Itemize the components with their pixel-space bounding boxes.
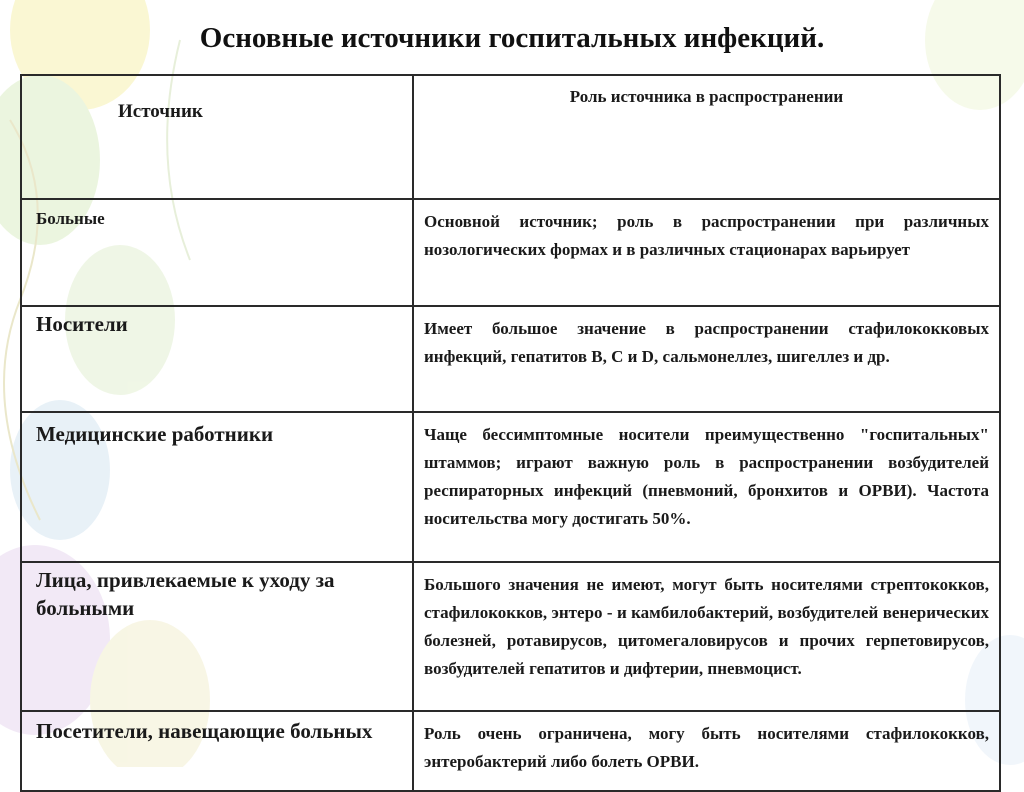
source-cell: Медицинские работники — [21, 412, 413, 562]
role-cell: Основной источник; роль в распространении при различных нозологических формах и в различных стационарах варьирует — [413, 199, 1000, 306]
role-cell: Роль очень ограничена, могу быть носителями стафилококков, энтеробактерий либо болеть ОРВИ. — [413, 711, 1000, 791]
source-cell: Носители — [21, 306, 413, 412]
header-role: Роль источника в распространении — [413, 75, 1000, 199]
table-row — [21, 711, 1000, 791]
table-row — [21, 306, 1000, 412]
source-cell: Больные — [21, 199, 413, 306]
table-header-row — [21, 75, 1000, 199]
source-cell: Посетители, навещающие больных — [21, 711, 413, 791]
table-row — [21, 412, 1000, 562]
slide-title: Основные источники госпитальных инфекций. — [199, 22, 825, 54]
header-source: Источник — [21, 75, 413, 199]
table-row — [21, 199, 1000, 306]
source-cell: Лица, привлекаемые к уходу за больными — [21, 562, 413, 711]
table-row — [21, 562, 1000, 711]
role-cell: Имеет большое значение в распространении стафилококковых инфекций, гепатитов В, С и D, сальмонеллез, шигеллез и др. — [413, 306, 1000, 412]
role-cell: Большого значения не имеют, могут быть носителями стрептококков, стафилококков, энтеро - и камбилобактерий, возбудителей венерических болезней, ротавирусов, цитомегаловирусов и прочих герпетовирусов, возбудителей гепатитов и дифтерии, пневмоцист. — [413, 562, 1000, 711]
sources-table — [20, 74, 1001, 792]
role-cell: Чаще бессимптомные носители преимущественно "госпитальных" штаммов; играют важную роль в распространении возбудителей респираторных инфекций (пневмоний, бронхитов и ОРВИ). Частота носительства могу достигать 50%. — [413, 412, 1000, 562]
